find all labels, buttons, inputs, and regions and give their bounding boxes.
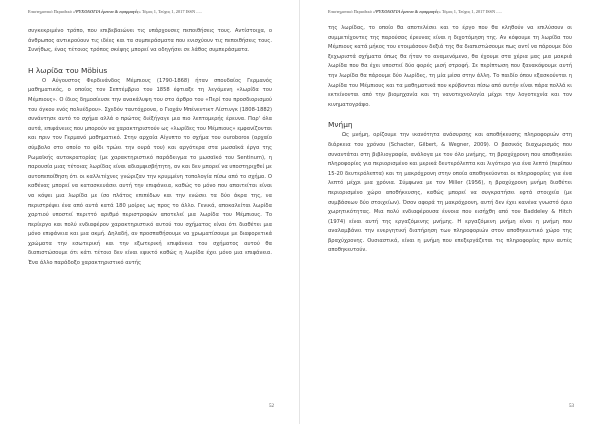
page-header <box>28 9 278 14</box>
page-number: 53 <box>569 404 574 409</box>
page-number: 52 <box>269 404 274 409</box>
section-heading: Η λωρίδα του Möbius <box>28 65 108 75</box>
section-heading: Μνήμη <box>328 120 353 130</box>
header-suffix: » Τόμος 1, Τεύχος 1, 2017 ISSN ..... <box>438 9 502 14</box>
section-paragraph: Ως μνήμη, ορίζουμε την ικανότητα ανάσυρσης και αποθήκευσης πληροφοριών στη διάρκεια του χρόνου (Schacter, Gilbert, & Wegner, 2009). Ο βασικός διαχωρισμός που συναντάται στη βιβλιογραφία, ανάλογα με τον όλο μνήμης, τη βραχύχρονη που αποθηκεύει πληροφορίες για περιορισμένο και μερικά δευτερόλεπτα και λιγότερο για ένα λεπτό (περίπου 15-20 δευτερόλεπτα) και τη μακρόχρονη στην οποία αποθηκεύονται οι πληροφορίες για ένα λεπτό μέχρι μια χρόνια. Σύμφωνα με τον Miller (1956), η βραχύχρονη μνήμη διαθέτει περιορισμένο χώρο αποθήκευσης, καθώς μπορεί να συγκρατήσει εφτά στοιχεία (με συμβάσεων δύο στοιχείων). Όσον αφορά τη μακρόχρονη, αυτή δεν έχει κανένα γνωστό όριο χωρητικότητας. Μια πολύ ενδιαφέρουσα έννοια που εισήχθη από τον Baddeley & Hitch (1974) είναι αυτή της εργαζόμενης μνήμης. Η εργαζόμενη μνήμη είναι η μνήμη που αναλαμβάνει την ενεργητική διατήρηση των πληροφοριών στον αποθηκευτικό χώρο της βραχύχρονης. Ουσιαστικά, είναι η μνήμη που επεξεργάζεται τις πληροφορίες πριν αυτές αποθηκευτούν. <box>328 132 572 254</box>
section-paragraph: Ο Αύγουστος Φερδινάνδος Μέμπιους (1790-1868) ήταν σπουδαίος Γερμανός μαθηματικός, ο οποίος τον Σεπτέμβριο του 1858 έφτιαξε τη λεγόμενη «λωρίδα του Μέμπιους». Ο ίδιος δημοσίευσε την ανακάλυψη του στο άρθρο του «Περί του προσδιορισμού του όγκου ενός πολυέδρου». Σχεδόν ταυτόχρονα, ο Γιοχάν Μπένεντικτ Λίστινγκ (1808-1882) συνάντησε αυτό το σχήμα αλλά ο πρώτος διέξήγαγε μια πιο λεπτομερής έρευνα. Παρ' όλα αυτά, επιφάνειες που μπορούν να χαρακτηριστούν ως «λωρίδες του Μέμπιους» εμφανίζονται και πριν τον Γερμανό μαθηματικό. Στην αρχαία Αίγυπτο το σχήμα του ouroboros (αρχαίο σύμβολο στο οποίο το φίδι τρώει την ουρά του) και αργότερα στα μωσαϊκά έργα της Ρωμαϊκής αυτοκρατορίας (με χαρακτηριστικό παράδειγμα το μωσαϊκό του Sentinum), η παρουσία μιας τέτοιας λωρίδας είναι αδιαμφισβήτητη, αν και δεν μπορεί να υποστηριχθεί με αυτοπεποίθηση ότι οι καλλιτέχνες γνώριζαν την κρυμμένη τοπολογία πίσω από το σχήμα. Ο καθένας μπορεί να κατασκευάσει αυτή την επιφάνεια, καθώς το μόνο που απαιτείται είναι να κόψει μια λωρίδα με ίσο πλάτος επιπέδων και την ενώσει τα δύο άκρα της, να περιστρέψει ένα από αυτά κατά 180 μοίρες ως προς το άλλο. Γενικά, αποκαλείται λωρίδα χαρτιού υποστεί περιττό αριθμό περιστροφών αποτελεί μια λωρίδα του Μέμπιους. Το περίεργο και πολύ ενδιαφέρον χαρακτηριστικό αυτού του σχήματος είναι ότι διαθέτει μια μόνο επιφάνεια και μια ακμή. Δηλαδή, αν προσπαθήσουμε να χρωματίσουμε με διαφορετικά χρώματα την εσωτερική και την εξωτερική επιφάνεια του σχήματος αυτού θα διαπιστώσουμε ότι κάτι τέτοιο δεν είναι εφικτό καθώς η λωρίδα έχει μόνο μια επιφάνεια. Ένα άλλο παράδοξο χαρακτηριστικό αυτής <box>28 77 272 267</box>
journal-title: ΨΥΧΟΛΟΓΙΑ έρευνα & εφαρμογές <box>75 9 139 14</box>
intro-paragraph: συγκεκριμένο τρόπο, που επιβεβαιώνει τις υπάρχουσες πεποιθήσεις τους. Αντίστοιχα, ο άνθρωπος αντικρούουν τις ιδέες και τα συμπεράσματα που ενισχύουν τις πεποιθήσεις τους. Συνήθως, ένας τέτοιος τρόπος σκέψης μπορεί να οδηγήσει σε λάθος συμπεράσματα. <box>28 28 272 54</box>
page-body <box>28 27 272 269</box>
header-prefix: Επιστημονικό Περιοδικό « <box>28 9 76 14</box>
continued-paragraph: της λωρίδας, το οποίο θα αποτελέσει και το έργο που θα κληθούν να επιλύσουν οι συμμετέχοντες της παρούσας έρευνας είναι η διχοτόμηση της. Αν κόψουμε τη λωρίδα του Μέμπιους κατά μήκος του ετοιμάσουν δεξιά της θα διαπιστώσουμε πως αντί να πάρουμε δύο ξεχωριστά σχήματα όπως θα ήταν το αναμενόμενο, θα έχουμε στα χέρια μας μια μακριά λωρίδα που θα έχει υποστεί δύο φορές μισή στροφή. Σε περίπτωση που ξανακόψουμε αυτή την λωρίδα θα πάρουμε δύο λωρίδες, τη μία μέσα στην άλλη. Το παιδίο όπου εξασκούνται η λωρίδα του Μέμπιους και τα μαθηματικά που κρύβονται πίσω από αυτήν είναι πάρα πολλά κι εκτείνονται από την βιομηχανία και τη νανοτεχνολογία μέχρι την λογοτεχνία και τον κινηματογράφο. <box>328 25 572 108</box>
page-body <box>328 24 572 256</box>
header-suffix: » Τόμος 1, Τεύχος 1, 2017 ISSN ..... <box>138 9 202 14</box>
journal-title: ΨΥΧΟΛΟΓΙΑ έρευνα & εφαρμογές <box>375 9 439 14</box>
right-page <box>300 0 600 424</box>
page-header <box>328 9 578 14</box>
header-prefix: Επιστημονικό Περιοδικό « <box>328 9 376 14</box>
